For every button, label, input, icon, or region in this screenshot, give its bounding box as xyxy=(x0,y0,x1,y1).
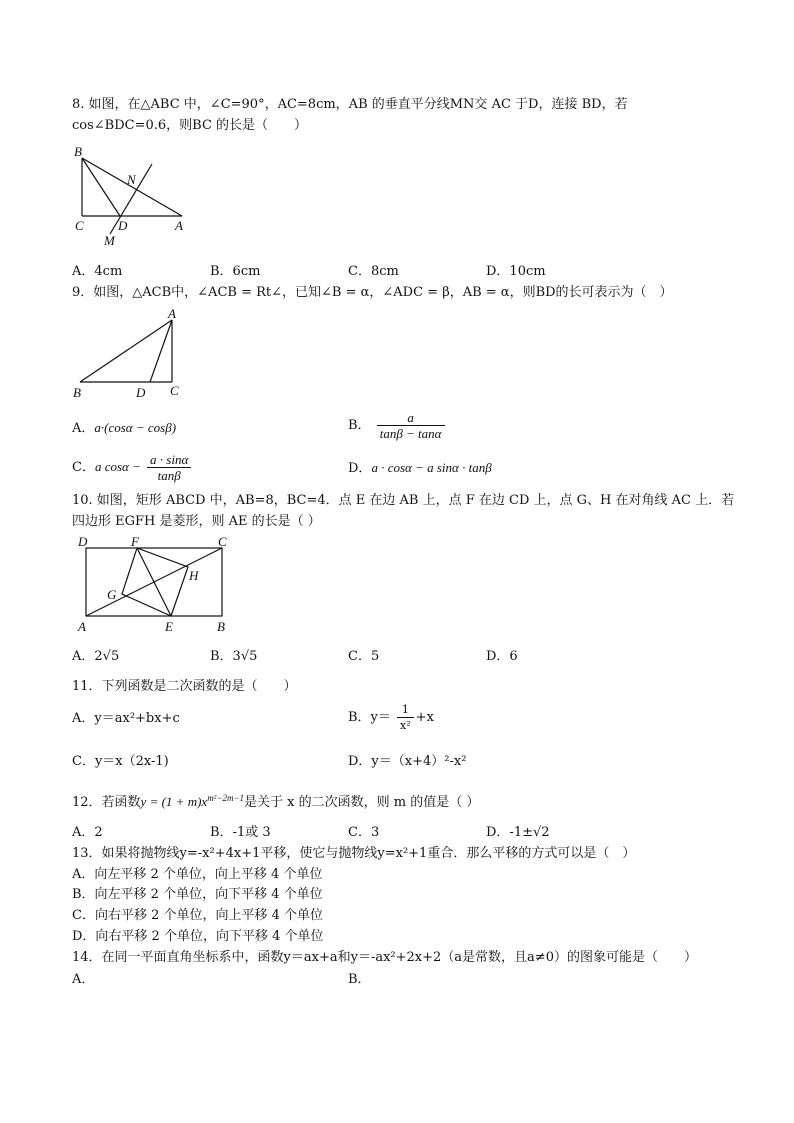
q9-label-C: C xyxy=(170,383,179,398)
q12-option-c[interactable]: C．3 xyxy=(348,825,380,840)
q8-option-d[interactable]: D．10cm xyxy=(486,264,546,279)
q11-option-b-num: 1 xyxy=(397,702,414,718)
q9-option-c-fraction xyxy=(147,452,191,483)
q10-label-D: D xyxy=(78,534,88,549)
q8-option-b[interactable]: B．6cm xyxy=(210,264,261,279)
q8-stem-line1: 8. 如图，在△ABC 中，∠C=90°，AC=8cm，AB 的垂直平分线MN交 AC 于D，连接 BD，若 xyxy=(72,97,628,112)
q14-stem: 14．在同一平面直角坐标系中，函数y＝ax+a和y＝-ax²+2x+2（a是常数，且a≠0）的图象可能是（ ） xyxy=(72,950,697,965)
q9-option-d-label: D． xyxy=(348,461,372,476)
q9-label-D: D xyxy=(136,385,146,400)
q9-label-A: A xyxy=(168,306,176,321)
q9-option-b-fraction xyxy=(377,410,445,441)
q10-option-b[interactable]: B．3√5 xyxy=(210,649,258,664)
q8-label-D: D xyxy=(118,218,128,233)
q9-option-c-label: C． xyxy=(72,460,95,475)
q9-option-d-expr: a · cosα − a sinα · tanβ xyxy=(371,460,492,475)
q8-label-B: B xyxy=(74,144,82,159)
q11-option-b-fraction xyxy=(397,702,414,733)
q9-option-b-num: a xyxy=(377,410,445,426)
q8-stem-line2: cos∠BDC=0.6，则BC 的长是（ ） xyxy=(72,118,308,133)
q12-stem-post: 是关于 x 的二次函数，则 m 的值是（ ） xyxy=(244,795,480,810)
q10-label-A: A xyxy=(78,619,86,634)
q9-option-c-pre: a cosα − xyxy=(94,459,141,474)
q13-option-b[interactable]: B．向左平移 2 个单位，向下平移 4 个单位 xyxy=(72,887,323,902)
q13-option-d[interactable]: D．向右平移 2 个单位，向下平移 4 个单位 xyxy=(72,929,324,944)
q12-option-a[interactable]: A．2 xyxy=(72,825,103,840)
q9-option-b-label: B． xyxy=(348,418,371,433)
q10-label-E: E xyxy=(165,619,173,634)
q13-option-a[interactable]: A．向左平移 2 个单位，向上平移 4 个单位 xyxy=(72,867,323,882)
q9-option-b[interactable] xyxy=(348,410,447,441)
q11-option-c[interactable]: C．y＝x（2x-1) xyxy=(72,754,169,769)
q12-option-b[interactable]: B．-1或 3 xyxy=(210,825,271,840)
q8-triangle-figure xyxy=(70,142,195,250)
q8-option-c[interactable]: C．8cm xyxy=(348,264,399,279)
q9-option-a-expr: a·(cosα − cosβ) xyxy=(94,420,177,435)
q9-stem: 9．如图，△ACB中，∠ACB = Rt∠，已知∠B = α，∠ADC = β，AB = α，则BD的长可表示为（ ） xyxy=(72,285,673,300)
q10-label-F: F xyxy=(131,534,139,549)
q11-option-d[interactable]: D．y＝（x+4）²-x² xyxy=(348,754,467,769)
q12-option-d[interactable]: D．-1±√2 xyxy=(486,825,550,840)
q9-option-a[interactable] xyxy=(72,419,176,438)
q10-label-H: H xyxy=(189,568,199,583)
q10-label-C: C xyxy=(218,534,227,549)
q9-option-b-den: tanβ − tanα xyxy=(379,426,442,441)
q9-triangle-figure xyxy=(70,306,190,400)
q10-stem-line2: 四边形 EGFH 是菱形，则 AE 的长是（ ） xyxy=(72,514,321,529)
q10-option-c[interactable]: C．5 xyxy=(348,649,380,664)
q13-stem: 13．如果将抛物线y=-x²+4x+1平移，使它与抛物线y=x²+1重合．那么平移的方式可以是（ ） xyxy=(72,846,636,861)
q10-stem-line1: 10. 如图，矩形 ABCD 中，AB=8，BC=4．点 E 在边 AB 上，点 F 在边 CD 上，点 G、H 在对角线 AC 上．若 xyxy=(72,493,735,508)
q13-option-c[interactable]: C．向右平移 2 个单位，向上平移 4 个单位 xyxy=(72,908,324,923)
q8-label-C: C xyxy=(75,218,84,233)
q10-label-G: G xyxy=(107,587,117,602)
q9-option-c[interactable] xyxy=(72,452,193,483)
q8-label-A: A xyxy=(175,218,183,233)
q12-exponent: m²−2m−1 xyxy=(207,792,245,803)
q12-function: y = (1 + m)x xyxy=(140,794,208,809)
q9-option-c-num: a · sinα xyxy=(147,452,191,468)
q10-option-d[interactable]: D．6 xyxy=(486,649,518,664)
q9-option-a-label: A． xyxy=(72,421,95,436)
q11-stem: 11．下列函数是二次函数的是（ ） xyxy=(72,679,297,694)
q12-stem xyxy=(72,793,479,812)
q9-label-B: B xyxy=(73,385,81,400)
q8-label-N: N xyxy=(127,172,136,187)
q9-option-c-den: tanβ xyxy=(157,468,181,483)
q11-option-b-den: x² xyxy=(400,719,411,732)
q12-stem-pre: 12．若函数 xyxy=(72,795,141,810)
q8-label-M: M xyxy=(104,233,115,248)
q10-option-a[interactable]: A．2√5 xyxy=(72,649,120,664)
q8-option-a[interactable]: A．4cm xyxy=(72,264,123,279)
q11-option-b[interactable] xyxy=(348,702,434,733)
q11-option-b-tail: +x xyxy=(415,710,434,725)
q10-rectangle-figure xyxy=(72,533,242,638)
q14-option-b[interactable]: B． xyxy=(348,972,371,987)
q14-option-a[interactable]: A． xyxy=(72,972,95,987)
q10-label-B: B xyxy=(217,619,225,634)
q11-option-b-label: B．y＝ xyxy=(348,710,391,725)
q9-option-d[interactable] xyxy=(348,459,492,478)
q11-option-a[interactable]: A．y＝ax²+bx+c xyxy=(72,711,180,726)
